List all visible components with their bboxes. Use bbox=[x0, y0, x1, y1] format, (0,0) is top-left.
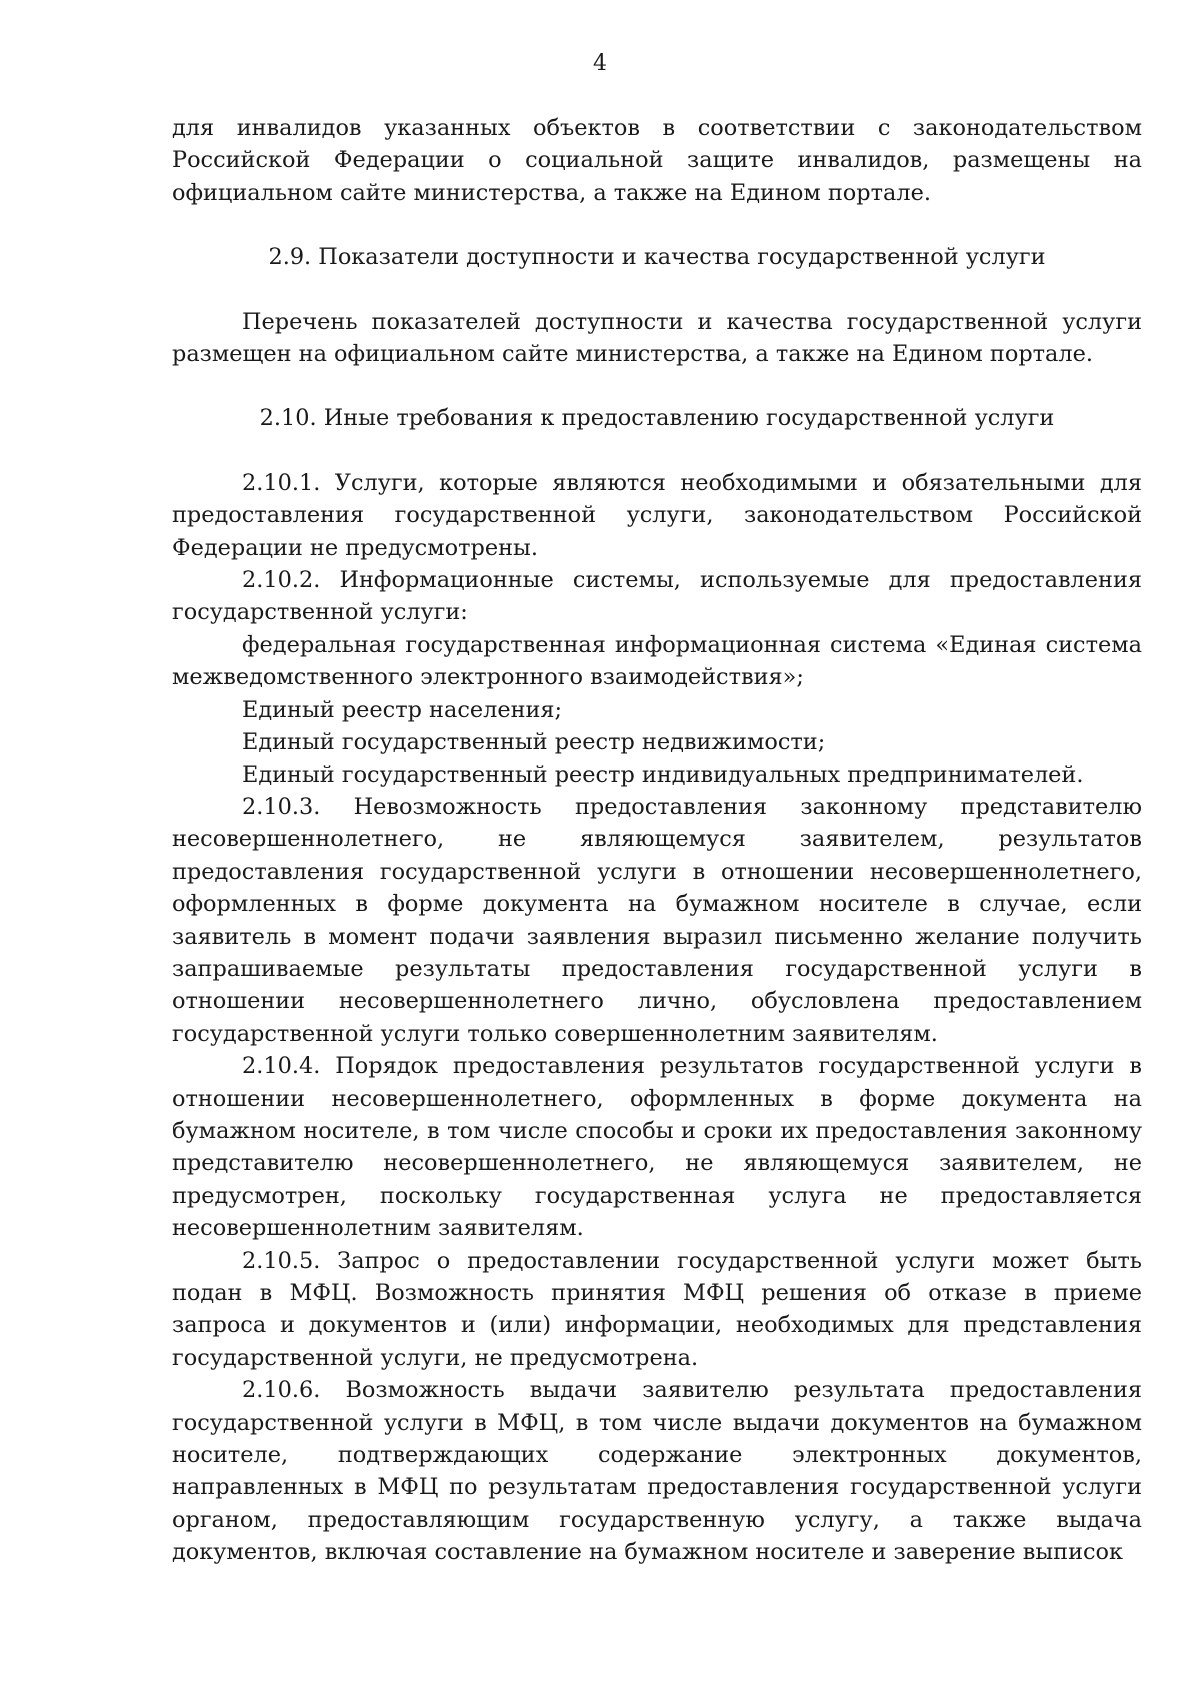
paragraph-2-10-4: 2.10.4. Порядок предоставления результатов государственной услуги в отношении несовершеннолетнего, оформленных в форме документа на бумажном носителе, в том числе способы и сроки их предоставления законному представителю несовершеннолетнего, не являющемуся заявителем, не предусмотрен, поскольку государственная услуга не предоставляется несовершеннолетним заявителям. bbox=[172, 1053, 1142, 1242]
paragraph-intro: для инвалидов указанных объектов в соответствии с законодательством Российской Федерации о социальной защите инвалидов, размещены на официальном сайте министерства, а также на Едином портале. bbox=[172, 115, 1142, 206]
list-item-population-registry: Единый реестр населения; bbox=[242, 696, 563, 723]
page-number: 4 bbox=[593, 51, 607, 76]
list-item-real-estate-registry: Единый государственный реестр недвижимости; bbox=[242, 729, 826, 756]
list-item-information-system: федеральная государственная информационная система «Единая система межведомственного электронного взаимодействия»; bbox=[172, 631, 1142, 691]
paragraph-2-10-1: 2.10.1. Услуги, которые являются необходимыми и обязательными для предоставления государственной услуги, законодательством Российской Федерации не предусмотрены. bbox=[172, 469, 1142, 561]
paragraph-2-10-2: 2.10.2. Информационные системы, используемые для предоставления государственной услуги: bbox=[172, 567, 1142, 626]
paragraph-2-10-6: 2.10.6. Возможность выдачи заявителю результата предоставления государственной услуги в МФЦ, в том числе выдачи документов на бумажном носителе, подтверждающих содержание электронных документов, направленных в МФЦ по результатам предоставления государственной услуги органом, предоставляющим государственную услугу, а также выдача документов, включая составление на бумажном носителе и заверение выписок bbox=[172, 1377, 1142, 1566]
paragraph-2-10-3: 2.10.3. Невозможность предоставления законному представителю несовершеннолетнего, не являющемуся заявителем, результатов предоставления государственной услуги в отношении несовершеннолетнего, оформленных в форме документа на бумажном носителе в случае, если заявитель в момент подачи заявления выразил письменно желание получить запрашиваемые результаты предоставления государственной услуги в отношении несовершеннолетнего лично, обусловлена предоставлением государственной услуги только совершеннолетним заявителям. bbox=[172, 793, 1142, 1047]
paragraph-2-9: Перечень показателей доступности и качества государственной услуги размещен на официальном сайте министерства, а также на Едином портале. bbox=[172, 308, 1142, 368]
paragraph-2-10-5: 2.10.5. Запрос о предоставлении государственной услуги может быть подан в МФЦ. Возможность принятия МФЦ решения об отказе в приеме запроса и документов и (или) информации, необходимых для представления государственной услуги, не предусмотрена. bbox=[172, 1247, 1142, 1371]
section-heading-2-10: 2.10. Иные требования к предоставлению государственной услуги bbox=[259, 405, 1055, 432]
section-heading-2-9: 2.9. Показатели доступности и качества государственной услуги bbox=[268, 244, 1046, 271]
document-body bbox=[172, 112, 1142, 1569]
list-item-entrepreneurs-registry: Единый государственный реестр индивидуальных предпринимателей. bbox=[242, 761, 1084, 788]
